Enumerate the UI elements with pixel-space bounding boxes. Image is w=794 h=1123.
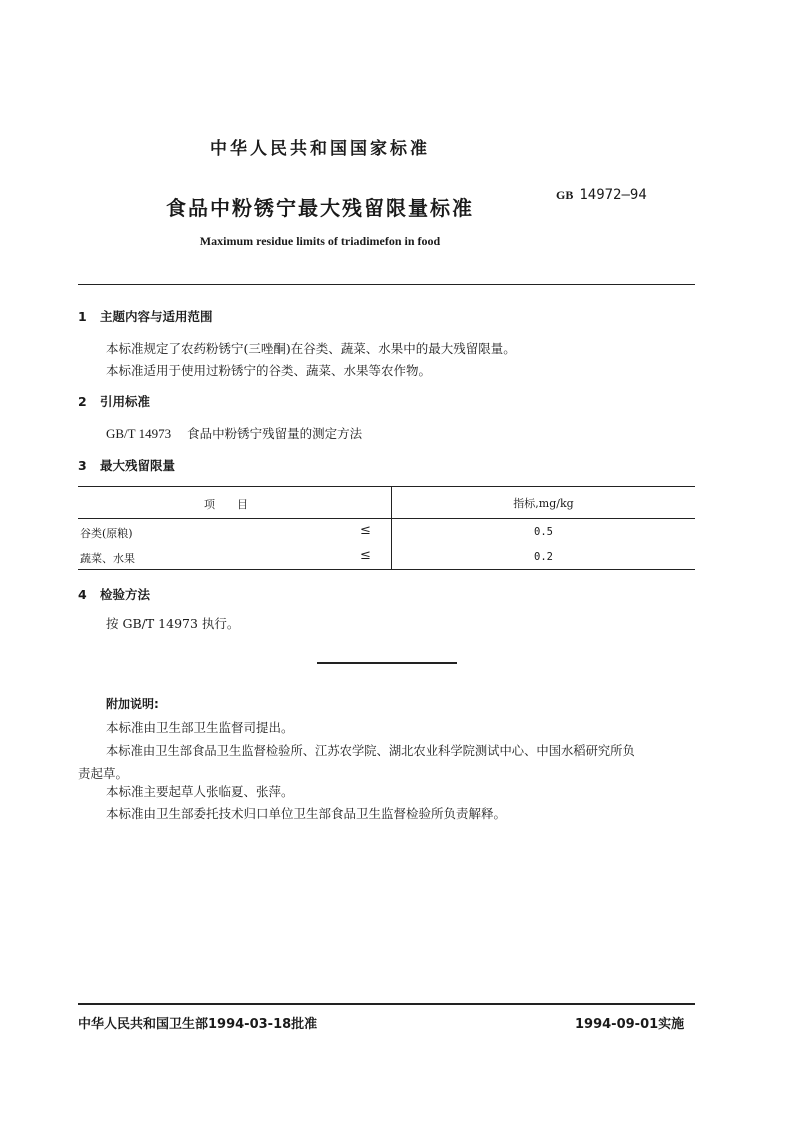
approval-line: 中华人民共和国卫生部1994-03-18批准 [78, 1017, 318, 1032]
standard-code: 14972—94 [579, 187, 647, 203]
notes-line: 责起草。 [78, 766, 129, 781]
english-title: Maximum residue limits of triadimefon in food [199, 234, 441, 248]
notes-line: 本标准由卫生部卫生监督司提出。 [106, 720, 294, 735]
section-1-heading [78, 307, 213, 325]
item-cell [78, 544, 392, 570]
reference-code: GB/T 14973 [106, 426, 172, 441]
value-cell [392, 544, 696, 570]
value-cell [392, 519, 696, 545]
limit-value: 0.5 [534, 526, 553, 538]
notes-line: 本标准由卫生部委托技术归口单位卫生部食品卫生监督检验所负责解释。 [106, 806, 507, 821]
header-divider [78, 284, 695, 285]
table-header-row [78, 487, 695, 519]
header-value-cell [392, 487, 696, 519]
notes-line: 本标准主要起草人张临夏、张萍。 [106, 784, 294, 799]
section-title: 引用标准 [100, 394, 151, 409]
residue-limits-table [78, 486, 695, 570]
section-number: 3 [78, 458, 87, 473]
table-row [78, 544, 695, 570]
standard-prefix: GB [556, 188, 574, 202]
section-3-heading [78, 456, 175, 474]
header-item-cell [78, 487, 392, 519]
item-name: 蔬菜、水果 [80, 552, 135, 565]
item-name: 谷类(原粮) [80, 527, 133, 540]
section-1-paragraph-1: 本标准规定了农药粉锈宁(三唑酮)在谷类、蔬菜、水果中的最大残留限量。 [106, 341, 516, 356]
reference-standard [106, 424, 362, 442]
standard-number [556, 187, 647, 203]
section-title: 最大残留限量 [100, 458, 176, 473]
limit-value: 0.2 [534, 551, 553, 563]
section-1-paragraph-2: 本标准适用于使用过粉锈宁的谷类、蔬菜、水果等农作物。 [106, 363, 432, 378]
section-title: 检验方法 [100, 587, 151, 602]
section-number: 2 [78, 394, 87, 409]
header-item-label: 项 目 [204, 498, 248, 511]
section-2-heading [78, 392, 150, 410]
section-number: 1 [78, 309, 87, 324]
less-equal-operator: ≤ [360, 548, 371, 563]
section-4-heading [78, 585, 150, 603]
end-divider [317, 662, 457, 664]
section-4-paragraph: 按 GB/T 14973 执行。 [106, 616, 240, 631]
section-number: 4 [78, 587, 87, 602]
header-value-label: 指标,mg/kg [513, 496, 574, 510]
reference-title: 食品中粉锈宁残留量的测定方法 [187, 426, 363, 441]
document-title: 食品中粉锈宁最大残留限量标准 [166, 196, 474, 220]
notes-line: 本标准由卫生部食品卫生监督检验所、江苏农学院、湖北农业科学院测试中心、中国水稻研究所负 [106, 744, 635, 758]
section-title: 主题内容与适用范围 [100, 309, 213, 324]
item-cell [78, 519, 392, 545]
table-row [78, 519, 695, 545]
national-standard-heading: 中华人民共和国国家标准 [210, 139, 430, 159]
notes-heading: 附加说明: [106, 697, 159, 711]
effective-date: 1994-09-01实施 [575, 1017, 685, 1032]
footer-divider [78, 1003, 695, 1005]
less-equal-operator: ≤ [360, 523, 371, 538]
